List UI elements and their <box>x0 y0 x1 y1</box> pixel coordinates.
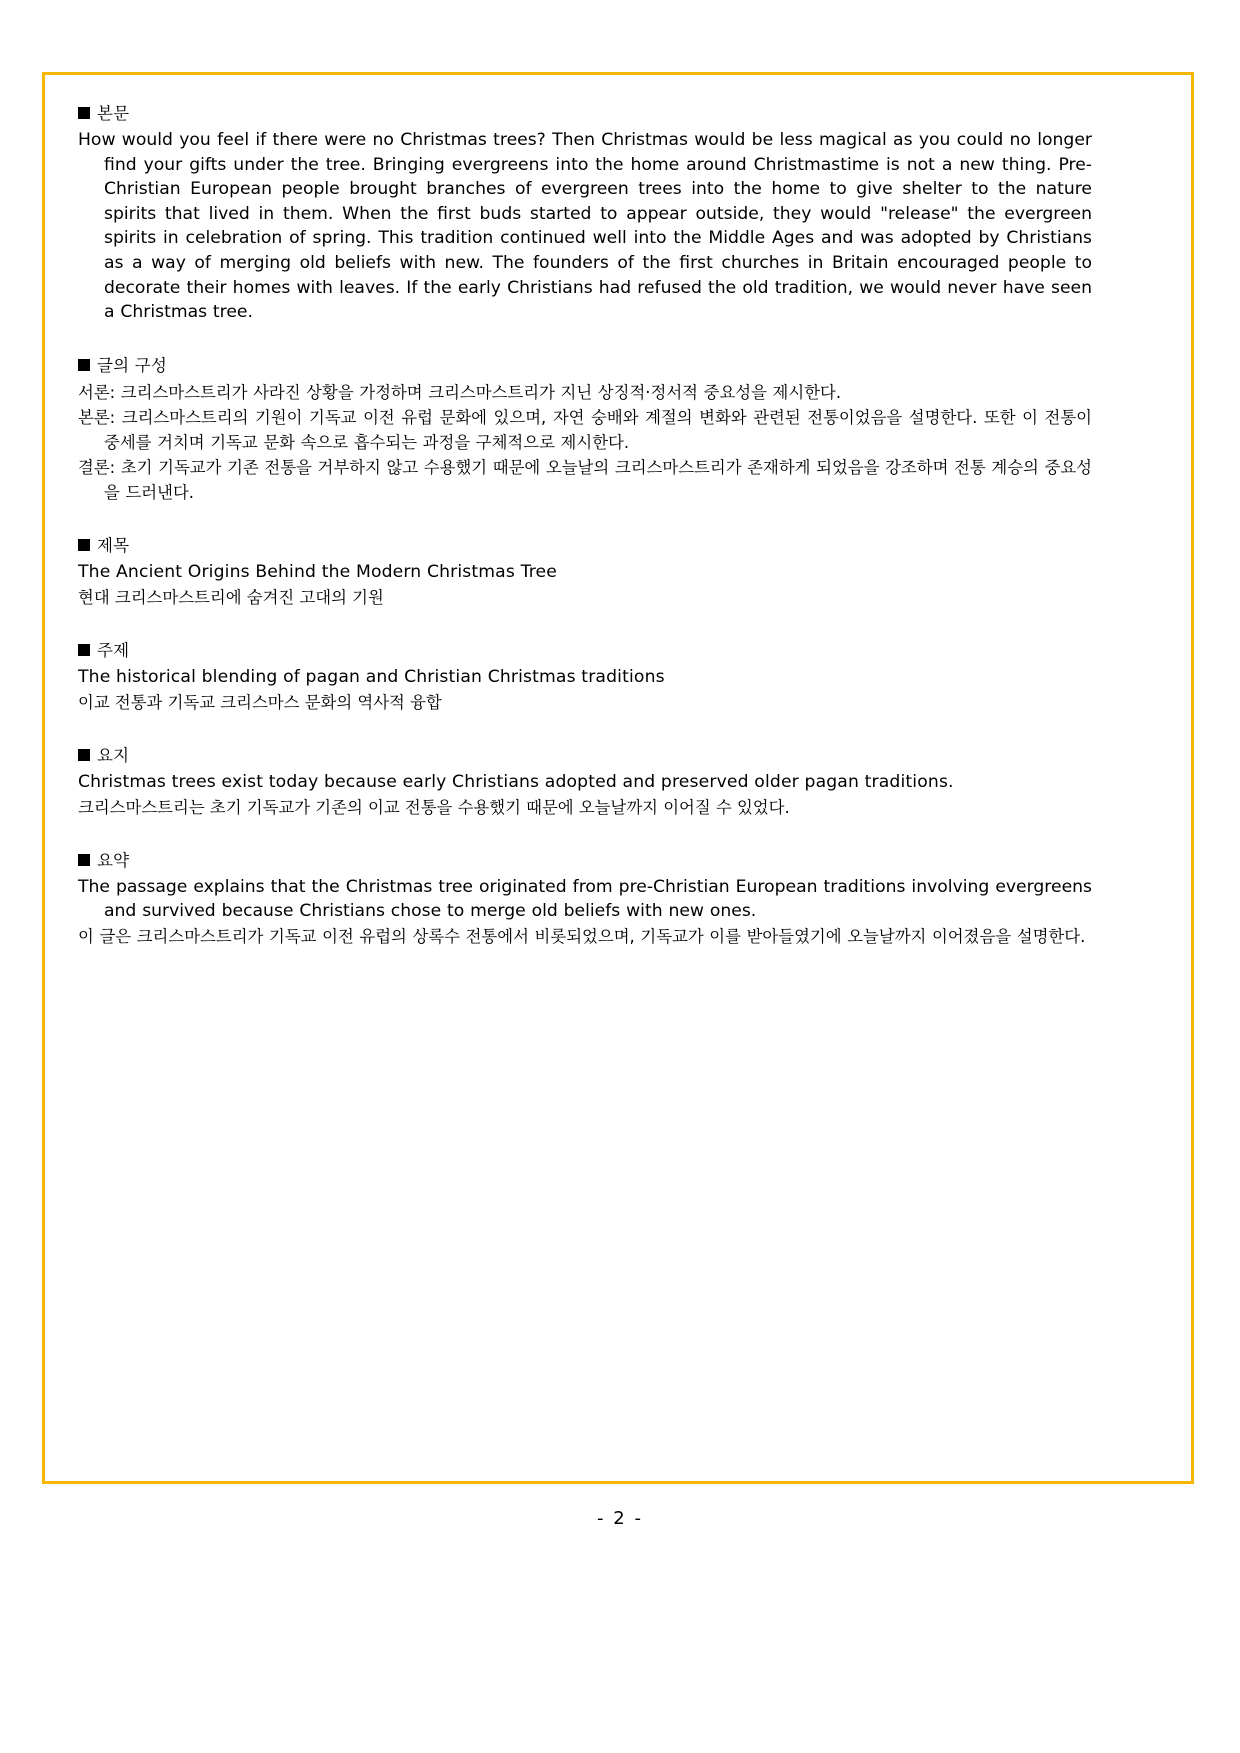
square-bullet-icon <box>78 107 90 119</box>
section-heading-yoji <box>78 743 1092 768</box>
juje-line-ko: 이교 전통과 기독교 크리스마스 문화의 역사적 융합 <box>78 692 442 712</box>
document-page <box>42 72 1194 1484</box>
square-bullet-icon <box>78 359 90 371</box>
guseong-item-seoron: 서론: 크리스마스트리가 사라진 상황을 가정하며 크리스마스트리가 지닌 상징적·정서적 중요성을 제시한다. <box>78 382 842 402</box>
bonmun-paragraph-en: How would you feel if there were no Christmas trees? Then Christmas would be less magical as you could no longer find your gifts under the tree. Bringing evergreens into the home around Christmastime is not a new thing. Pre-Christian European people brought branches of evergreen trees into the home to give shelter to the nature spirits that lived in them. When the first buds started to appear outside, they would "release" the evergreen spirits in celebration of spring. This tradition continued well into the Middle Ages and was adopted by Christians as a way of merging old beliefs with new. The founders of the first churches in Britain encouraged people to decorate their homes with leaves. If the early Christians had refused the old tradition, we would never have seen a Christmas tree. <box>78 130 1092 323</box>
square-bullet-icon <box>78 854 90 866</box>
section-jemok <box>78 533 1092 610</box>
section-heading-label: 요지 <box>97 745 130 765</box>
section-heading-label: 제목 <box>97 535 130 555</box>
section-gueui-guseong <box>78 353 1092 505</box>
section-bonmun <box>78 101 1092 325</box>
section-spacer <box>78 505 1092 533</box>
section-heading-yoyak <box>78 848 1092 873</box>
section-heading-gueui-guseong <box>78 353 1092 378</box>
section-spacer <box>78 610 1092 638</box>
square-bullet-icon <box>78 539 90 551</box>
yoji-line-en: Christmas trees exist today because early Christians adopted and preserved older pagan traditions. <box>78 771 954 792</box>
section-yoyak <box>78 848 1092 949</box>
document-content <box>78 101 1092 949</box>
yoyak-paragraph-ko: 이 글은 크리스마스트리가 기독교 이전 유럽의 상록수 전통에서 비롯되었으며, 기독교가 이를 받아들였기에 오늘날까지 이어졌음을 설명한다. <box>78 926 1086 946</box>
section-heading-bonmun <box>78 101 1092 126</box>
section-heading-label: 주제 <box>97 640 130 660</box>
juje-line-en: The historical blending of pagan and Christian Christmas traditions <box>78 666 665 687</box>
page-number-footer: - 2 - <box>597 1508 643 1529</box>
section-heading-jemok <box>78 533 1092 558</box>
section-heading-juje <box>78 638 1092 663</box>
section-spacer <box>78 715 1092 743</box>
section-juje <box>78 638 1092 715</box>
square-bullet-icon <box>78 749 90 761</box>
yoji-line-ko: 크리스마스트리는 초기 기독교가 기존의 이교 전통을 수용했기 때문에 오늘날까지 이어질 수 있었다. <box>78 797 790 817</box>
square-bullet-icon <box>78 644 90 656</box>
jemok-line-ko: 현대 크리스마스트리에 숨겨진 고대의 기원 <box>78 587 384 607</box>
yoyak-paragraph-en: The passage explains that the Christmas tree originated from pre-Christian European traditions involving evergreens and survived because Christians chose to merge old beliefs with new ones. <box>78 876 1092 922</box>
section-spacer <box>78 325 1092 353</box>
section-heading-label: 글의 구성 <box>97 355 168 375</box>
section-yoji <box>78 743 1092 820</box>
section-spacer <box>78 820 1092 848</box>
guseong-item-gyeolron: 결론: 초기 기독교가 기존 전통을 거부하지 않고 수용했기 때문에 오늘날의 크리스마스트리가 존재하게 되었음을 강조하며 전통 계승의 중요성을 드러낸다. <box>78 457 1092 502</box>
guseong-item-bonron: 본론: 크리스마스트리의 기원이 기독교 이전 유럽 문화에 있으며, 자연 숭배와 계절의 변화와 관련된 전통이었음을 설명한다. 또한 이 전통이 중세를 거치며 기독교 문화 속으로 흡수되는 과정을 구체적으로 제시한다. <box>78 407 1092 452</box>
jemok-line-en: The Ancient Origins Behind the Modern Christmas Tree <box>78 561 557 582</box>
section-heading-label: 본문 <box>97 104 130 123</box>
section-heading-label: 요약 <box>97 850 130 870</box>
